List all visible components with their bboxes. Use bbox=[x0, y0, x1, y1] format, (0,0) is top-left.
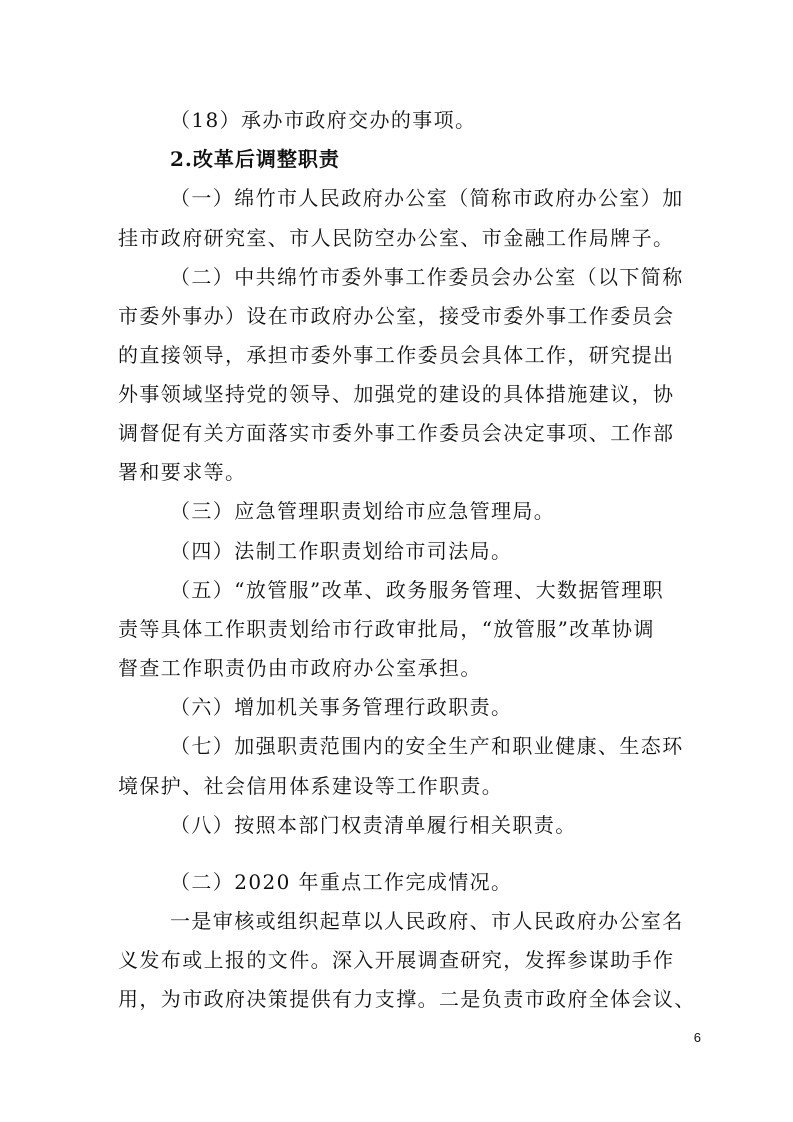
text-line: 义发布或上报的文件。深入开展调查研究，发挥参谋助手作 bbox=[118, 948, 675, 972]
text-line: （二）2020 年重点工作完成情况。 bbox=[170, 870, 513, 894]
text-line: 一是审核或组织起草以人民政府、市人民政府办公室名 bbox=[170, 909, 684, 933]
text-line: 署和要求等。 bbox=[118, 460, 247, 484]
text-line: （六）增加机关事务管理行政职责。 bbox=[170, 695, 513, 719]
text-line: 市委外事办）设在市政府办公室，接受市委外事工作委员会 bbox=[118, 304, 675, 328]
text-line: （四）法制工作职责划给市司法局。 bbox=[170, 539, 513, 563]
text-line: 境保护、社会信用体系建设等工作职责。 bbox=[118, 774, 504, 798]
text-line: （七）加强职责范围内的安全生产和职业健康、生态环 bbox=[170, 734, 684, 758]
text-line: 挂市政府研究室、市人民防空办公室、市金融工作局牌子。 bbox=[118, 226, 675, 250]
text-line: 责等具体工作职责划给市行政审批局，“放管服”改革协调 bbox=[118, 617, 655, 641]
text-line: （一）绵竹市人民政府办公室（简称市政府办公室）加 bbox=[170, 186, 684, 210]
text-line: （18）承办市政府交办的事项。 bbox=[170, 108, 477, 132]
text-line: 调督促有关方面落实市委外事工作委员会决定事项、工作部 bbox=[118, 421, 675, 445]
text-line: （八）按照本部门权责清单履行相关职责。 bbox=[170, 813, 577, 837]
text-line: （五）“放管服”改革、政务服务管理、大数据管理职 bbox=[170, 578, 665, 602]
page-number: 6 bbox=[693, 1030, 701, 1045]
section-heading: 2.改革后调整职责 bbox=[170, 147, 340, 171]
text-line: 用，为市政府决策提供有力支撑。二是负责市政府全体会议、 bbox=[118, 987, 696, 1011]
text-line: 的直接领导，承担市委外事工作委员会具体工作，研究提出 bbox=[118, 343, 675, 367]
text-line: 外事领域坚持党的领导、加强党的建设的具体措施建议，协 bbox=[118, 382, 675, 406]
text-line: （二）中共绵竹市委外事工作委员会办公室（以下简称 bbox=[170, 265, 684, 289]
text-line: 督查工作职责仍由市政府办公室承担。 bbox=[118, 656, 482, 680]
text-line: （三）应急管理职责划给市应急管理局。 bbox=[170, 499, 556, 523]
